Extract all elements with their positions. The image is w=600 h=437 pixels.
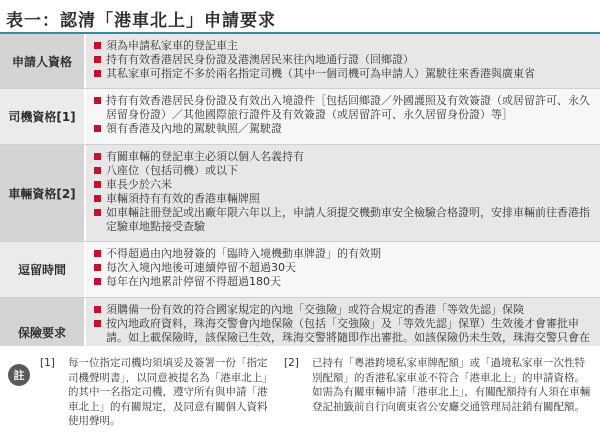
row-label: 逗留時間 <box>0 242 84 297</box>
requirements-table <box>0 34 600 367</box>
list-item: 按內地政府資料，珠海交警會內地保險（包括「交強險」及「等效先認」保單）生效後才會審批申請。如上載保險時，該保險已生效，珠海交警將隨即作出審批。如該保險仍未生效，珠海交警只會在 <box>92 317 594 359</box>
bullet-list <box>92 94 594 136</box>
list-item: 持有有效香港居民身份證及港澳居民來往內地通行證（回鄉證） <box>92 53 594 67</box>
page-title: 表一：認清「港車北上」申請要求 <box>6 11 276 31</box>
list-item: 須購備一份有效的符合國家規定的內地「交強險」或符合規定的香港「等效先認」保険 <box>92 303 594 317</box>
list-item: 如車輛註冊登記或出廠年限六年以上，申請人須提交機動車安全檢驗合格證明，安排車輛前往香港指定驗車地點接受查驗 <box>92 206 594 234</box>
list-item: 有關車輛的登記車主必須以個人名義持有 <box>92 150 594 164</box>
notes-section <box>0 346 600 437</box>
row-stay <box>0 242 600 298</box>
note-number: [1] <box>40 357 55 369</box>
list-item: 八座位（包括司機）或以下 <box>92 164 594 178</box>
list-item: 其私家車可指定不多於兩名指定司機（其中一個司機可為申請人）駕駛往來香港與廣東省 <box>92 67 594 81</box>
row-vehicle <box>0 145 600 242</box>
bullet-list <box>92 247 594 289</box>
note-text: 每一位指定司機均須填妥及簽署一份「指定司機聲明書」，以同意被提名為「港車北上」的其中一名指定司機，遵守所有與申請「港車北上」的有關規定，及同意有關個人資料使用聲明。 <box>68 357 273 427</box>
note-2 <box>284 356 594 432</box>
row-applicant <box>0 34 600 89</box>
row-label: 申請人資格 <box>0 34 84 88</box>
list-item: 車長少於六米 <box>92 178 594 192</box>
list-item: 持有有效香港居民身份證及有效出入境證件［包括回鄉證／外國護照及有效簽證（或居留許可、永久居留身份證）／其他國際旅行證件及有效簽證（或居留許可、永久居留身份證）等］ <box>92 94 594 122</box>
bullet-list <box>92 39 594 81</box>
note-1 <box>40 356 276 432</box>
note-icon: 註 <box>8 364 30 386</box>
note-number: [2] <box>284 357 299 369</box>
bullet-list <box>92 150 594 234</box>
note-text: 已持有「粵港跨境私家車牌配額」或「過境私家車一次性特別配額」的香港私家車並不符合「港車北上」的申請資格。如需為有關車輛申請「港車北上」，有關配額持有人須在車輛登記抽籤前自行向廣東省公安廳交通管理局註銷有關配額。 <box>312 357 591 413</box>
row-label: 司機資格[1] <box>0 89 84 144</box>
list-item: 每次入境內地後可連續停留不超過30天 <box>92 261 594 275</box>
row-label: 車輛資格[2] <box>0 145 84 241</box>
row-label: 保險要求 <box>0 298 84 366</box>
list-item: 不得超過由內地發簽的「臨時入境機動車牌證」的有效期 <box>92 247 594 261</box>
row-driver <box>0 89 600 145</box>
list-item: 領有香港及內地的駕駛執照／駕駛證 <box>92 122 594 136</box>
list-item: 須為申請私家車的登記車主 <box>92 39 594 53</box>
list-item: 車輛須持有有效的香港車輛牌照 <box>92 192 594 206</box>
list-item: 每年在內地累計停留不得超過180天 <box>92 275 594 289</box>
